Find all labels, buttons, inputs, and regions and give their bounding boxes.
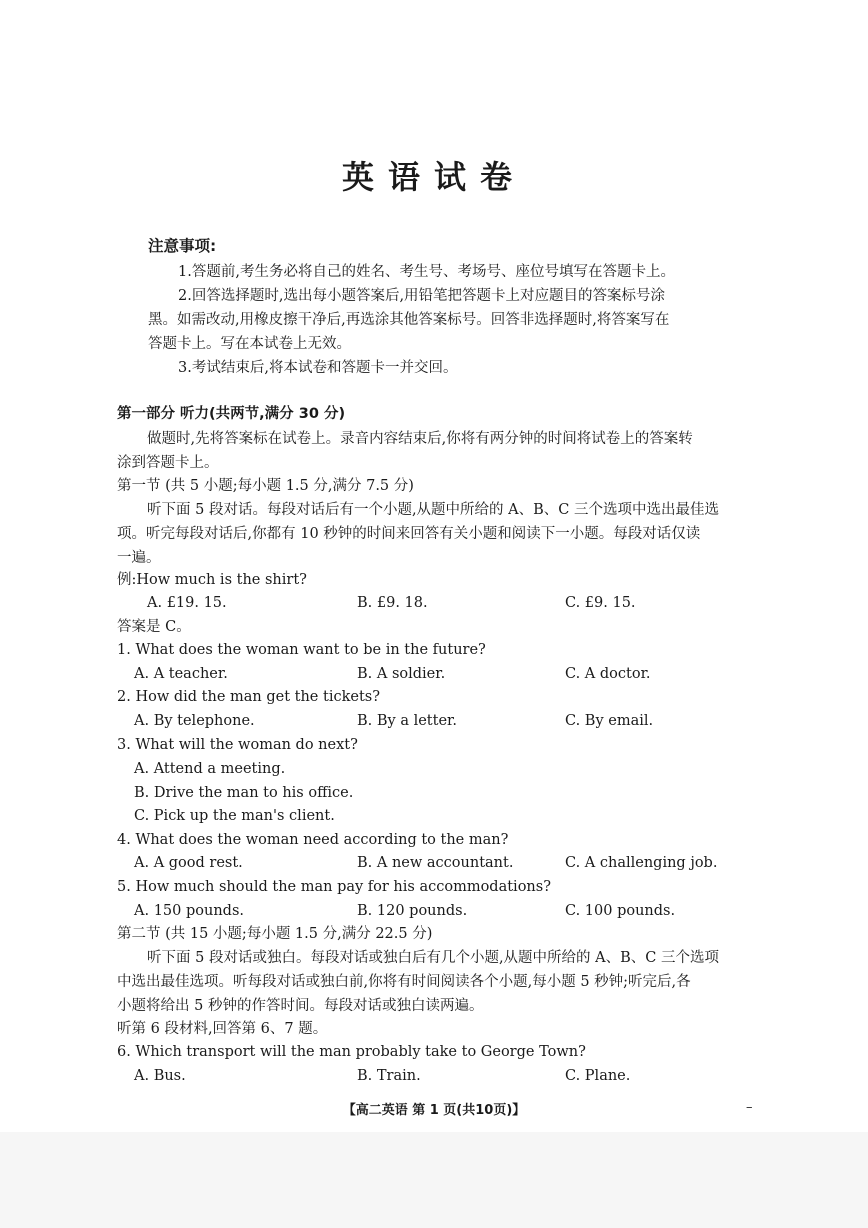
section1-intro-line-3: 一遍。: [117, 550, 161, 566]
section1-intro-line-2: 项。听完每段对话后,你都有 10 秒钟的时间来回答有关小题和阅读下一小题。每段对话仅读: [117, 526, 701, 542]
question-6-option-a: A. Bus.: [134, 1068, 186, 1084]
question-2: 2. How did the man get the tickets?: [117, 689, 380, 705]
part1-intro-line-1: 做题时,先将答案标在试卷上。录音内容结束后,你将有两分钟的时间将试卷上的答案转: [147, 431, 693, 447]
question-1-option-a: A. A teacher.: [134, 666, 228, 682]
notice-item-2-line-2: 黑。如需改动,用橡皮擦干净后,再选涂其他答案标号。回答非选择题时,将答案写在: [148, 312, 670, 328]
section1-intro-line-1: 听下面 5 段对话。每段对话后有一个小题,从题中所给的 A、B、C 三个选项中选出最佳选: [147, 502, 719, 518]
notice-heading: 注意事项:: [148, 237, 217, 255]
question-5: 5. How much should the man pay for his accommodations?: [117, 879, 551, 895]
example-question: 例:How much is the shirt?: [117, 572, 307, 588]
notice-item-2-line-3: 答题卡上。写在本试卷上无效。: [148, 336, 351, 352]
question-3-option-c: C. Pick up the man's client.: [134, 808, 335, 824]
example-option-a: A. £19. 15.: [147, 595, 227, 611]
example-option-c: C. £9. 15.: [565, 595, 636, 611]
question-1: 1. What does the woman want to be in the future?: [117, 642, 486, 658]
question-4-option-c: C. A challenging job.: [565, 855, 718, 871]
question-1-option-b: B. A soldier.: [357, 666, 446, 682]
question-4: 4. What does the woman need according to the man?: [117, 832, 509, 848]
footer-mark: –: [746, 1100, 753, 1115]
notice-item-1: 1.答题前,考生务必将自己的姓名、考生号、考场号、座位号填写在答题卡上。: [178, 264, 675, 280]
example-answer: 答案是 C。: [117, 619, 191, 635]
notice-item-3: 3.考试结束后,将本试卷和答题卡一并交回。: [178, 360, 458, 376]
question-5-option-a: A. 150 pounds.: [134, 903, 244, 919]
section1-heading: 第一节 (共 5 小题;每小题 1.5 分,满分 7.5 分): [117, 478, 414, 494]
question-4-option-a: A. A good rest.: [134, 855, 243, 871]
question-1-option-c: C. A doctor.: [565, 666, 651, 682]
question-5-option-b: B. 120 pounds.: [357, 903, 468, 919]
question-5-option-c: C. 100 pounds.: [565, 903, 676, 919]
question-6: 6. Which transport will the man probably take to George Town?: [117, 1044, 586, 1060]
section2-material: 听第 6 段材料,回答第 6、7 题。: [117, 1021, 328, 1037]
section2-heading: 第二节 (共 15 小题;每小题 1.5 分,满分 22.5 分): [117, 926, 433, 942]
example-option-b: B. £9. 18.: [357, 595, 428, 611]
page-footer: 【高二英语 第 1 页(共10页)】: [342, 1103, 526, 1118]
question-2-option-b: B. By a letter.: [357, 713, 457, 729]
section2-intro-line-1: 听下面 5 段对话或独白。每段对话或独白后有几个小题,从题中所给的 A、B、C 三个选项: [147, 950, 719, 966]
question-6-option-c: C. Plane.: [565, 1068, 631, 1084]
question-3-option-a: A. Attend a meeting.: [134, 761, 286, 777]
question-3-option-b: B. Drive the man to his office.: [134, 785, 354, 801]
question-3: 3. What will the woman do next?: [117, 737, 358, 753]
question-6-option-b: B. Train.: [357, 1068, 421, 1084]
page-bottom-band: [0, 1132, 868, 1228]
part1-intro-line-2: 涂到答题卡上。: [117, 455, 219, 471]
section2-intro-line-3: 小题将给出 5 秒钟的作答时间。每段对话或独白读两遍。: [117, 998, 484, 1014]
question-2-option-a: A. By telephone.: [134, 713, 255, 729]
page-title: 英语试卷: [341, 158, 526, 196]
question-2-option-c: C. By email.: [565, 713, 654, 729]
part1-heading: 第一部分 听力(共两节,满分 30 分): [117, 406, 346, 422]
question-4-option-b: B. A new accountant.: [357, 855, 514, 871]
section2-intro-line-2: 中选出最佳选项。听每段对话或独白前,你将有时间阅读各个小题,每小题 5 秒钟;听完后,各: [117, 974, 691, 990]
notice-item-2-line-1: 2.回答选择题时,选出每小题答案后,用铅笔把答题卡上对应题目的答案标号涂: [178, 288, 666, 304]
